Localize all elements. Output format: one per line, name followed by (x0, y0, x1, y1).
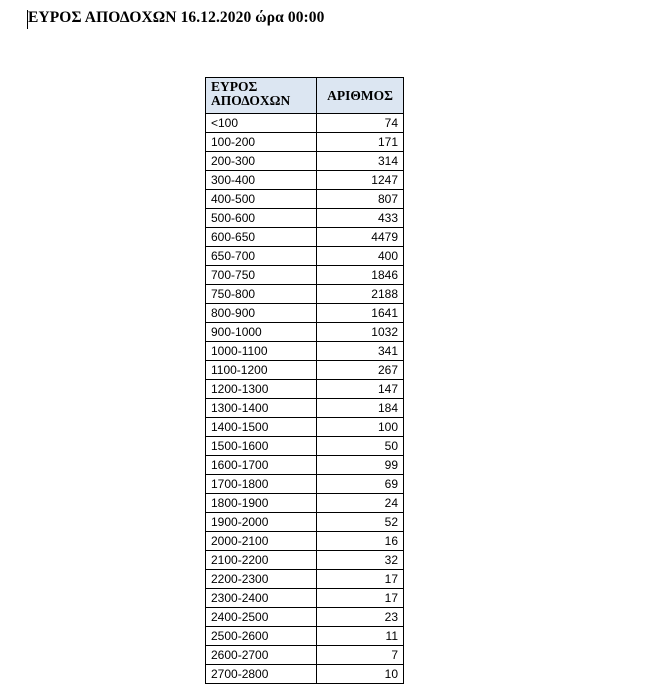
table-row (206, 608, 404, 627)
table-row (206, 323, 404, 342)
range-cell: 1600-1700 (206, 456, 317, 475)
table-row (206, 171, 404, 190)
count-cell: 11 (317, 627, 404, 646)
range-cell: 500-600 (206, 209, 317, 228)
table-row (206, 589, 404, 608)
table-row (206, 627, 404, 646)
table-row (206, 152, 404, 171)
range-cell: 1400-1500 (206, 418, 317, 437)
range-cell: 200-300 (206, 152, 317, 171)
count-cell: 10 (317, 665, 404, 684)
count-cell: 314 (317, 152, 404, 171)
range-cell: 1100-1200 (206, 361, 317, 380)
count-cell: 807 (317, 190, 404, 209)
table-row (206, 570, 404, 589)
range-cell: 1200-1300 (206, 380, 317, 399)
count-cell: 52 (317, 513, 404, 532)
table-row (206, 513, 404, 532)
salary-range-table (205, 77, 404, 684)
table-row (206, 114, 404, 133)
table-row (206, 361, 404, 380)
table-row (206, 380, 404, 399)
count-cell: 147 (317, 380, 404, 399)
table-row (206, 437, 404, 456)
table-row (206, 646, 404, 665)
table-row (206, 190, 404, 209)
table-row (206, 342, 404, 361)
count-cell: 1247 (317, 171, 404, 190)
count-cell: 7 (317, 646, 404, 665)
range-cell: 2600-2700 (206, 646, 317, 665)
table-row (206, 475, 404, 494)
range-cell: 1000-1100 (206, 342, 317, 361)
table-row (206, 494, 404, 513)
range-cell: 1300-1400 (206, 399, 317, 418)
range-cell: 2200-2300 (206, 570, 317, 589)
range-cell: 2100-2200 (206, 551, 317, 570)
table-row (206, 418, 404, 437)
count-cell: 50 (317, 437, 404, 456)
table-row (206, 209, 404, 228)
range-cell: 1500-1600 (206, 437, 317, 456)
table-body (206, 114, 404, 684)
table-row (206, 399, 404, 418)
range-cell: 2700-2800 (206, 665, 317, 684)
table-row (206, 304, 404, 323)
count-cell: 400 (317, 247, 404, 266)
count-cell: 23 (317, 608, 404, 627)
count-cell: 99 (317, 456, 404, 475)
range-cell: 1800-1900 (206, 494, 317, 513)
document-title: ΕΥΡΟΣ ΑΠΟΔΟΧΩΝ 16.12.2020 ώρα 00:00 (28, 9, 325, 26)
table-row (206, 551, 404, 570)
count-cell: 17 (317, 589, 404, 608)
count-cell: 1641 (317, 304, 404, 323)
count-cell: 100 (317, 418, 404, 437)
range-cell: 900-1000 (206, 323, 317, 342)
range-cell: 650-700 (206, 247, 317, 266)
count-cell: 433 (317, 209, 404, 228)
count-cell: 16 (317, 532, 404, 551)
range-cell: 1900-2000 (206, 513, 317, 532)
count-cell: 1032 (317, 323, 404, 342)
table-row (206, 665, 404, 684)
header-range: ΕΥΡΟΣ ΑΠΟΔΟΧΩΝ (206, 78, 317, 114)
count-cell: 2188 (317, 285, 404, 304)
range-cell: 800-900 (206, 304, 317, 323)
table-row (206, 247, 404, 266)
range-cell: 2400-2500 (206, 608, 317, 627)
range-cell: 2000-2100 (206, 532, 317, 551)
range-cell: 600-650 (206, 228, 317, 247)
range-cell: 1700-1800 (206, 475, 317, 494)
count-cell: 341 (317, 342, 404, 361)
table-row (206, 285, 404, 304)
range-cell: 300-400 (206, 171, 317, 190)
table-row (206, 456, 404, 475)
table-header-row (206, 78, 404, 114)
range-cell: 400-500 (206, 190, 317, 209)
count-cell: 171 (317, 133, 404, 152)
range-cell: 100-200 (206, 133, 317, 152)
count-cell: 69 (317, 475, 404, 494)
count-cell: 1846 (317, 266, 404, 285)
table-row (206, 133, 404, 152)
count-cell: 24 (317, 494, 404, 513)
count-cell: 17 (317, 570, 404, 589)
count-cell: 4479 (317, 228, 404, 247)
header-count: ΑΡΙΘΜΟΣ (317, 78, 404, 114)
range-cell: 2300-2400 (206, 589, 317, 608)
count-cell: 267 (317, 361, 404, 380)
range-cell: 700-750 (206, 266, 317, 285)
range-cell: 2500-2600 (206, 627, 317, 646)
table-row (206, 228, 404, 247)
count-cell: 184 (317, 399, 404, 418)
range-cell: <100 (206, 114, 317, 133)
range-cell: 750-800 (206, 285, 317, 304)
table-row (206, 266, 404, 285)
table-row (206, 532, 404, 551)
count-cell: 74 (317, 114, 404, 133)
count-cell: 32 (317, 551, 404, 570)
